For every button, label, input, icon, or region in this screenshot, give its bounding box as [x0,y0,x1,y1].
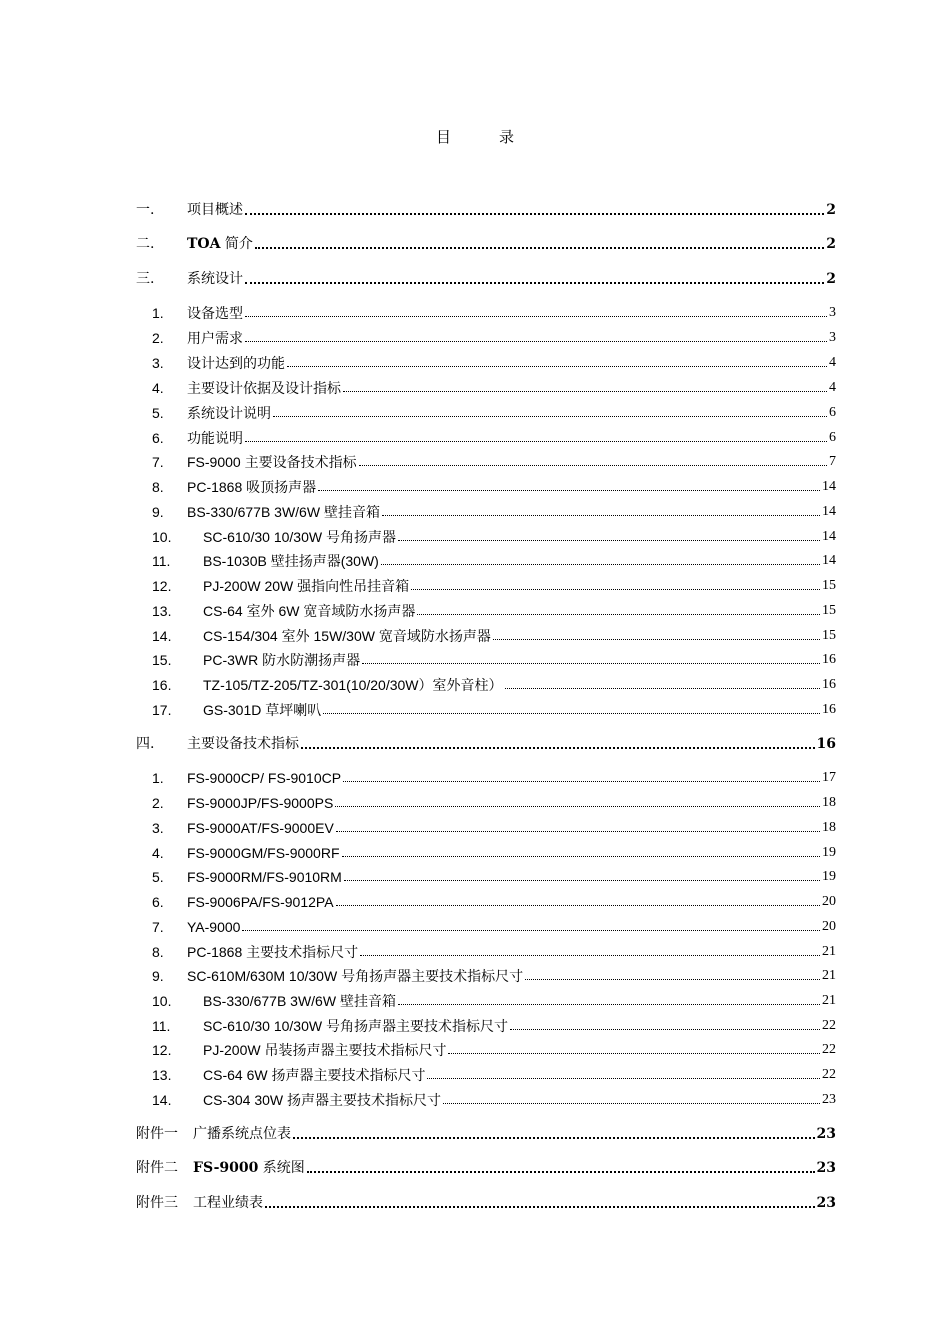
toc-entry-label: FS-9000GM/FS-9000RF [187,845,340,861]
toc-entry-label: 设备选型 [187,305,243,321]
toc-entry-number: 9. [152,504,164,520]
toc-leader-dots [398,540,820,541]
toc-leader-dots [323,713,820,714]
toc-entry-label: 设计达到的功能 [187,355,285,371]
toc-leader-dots [335,806,820,807]
toc-leader-dots [245,316,827,317]
toc-entry[interactable] [136,375,836,397]
toc-entry-label: 系统设计说明 [187,405,271,421]
toc-entry-page: 21 [822,944,836,959]
toc-entry-number: 10. [152,993,172,1009]
toc-leader-dots [427,1078,820,1079]
toc-entry-number: 附件二 [136,1160,178,1176]
toc-entry-number: 1. [152,770,164,786]
toc-entry-number: 5. [152,405,164,421]
toc-leader-dots [245,282,824,284]
toc-entry-number: 17. [152,702,172,718]
toc-entry-page: 2 [826,271,836,287]
toc-entry-number: 12. [152,1042,172,1058]
toc-entry[interactable] [136,266,836,288]
toc-entry-number: 5. [152,869,164,885]
toc-entry[interactable] [136,598,836,620]
toc-entry-label: PC-1868 主要技术指标尺寸 [187,944,359,960]
toc-entry-label [187,235,253,253]
toc-leader-dots [318,490,820,491]
toc-entry-label: PC-1868 吸顶扬声器 [187,479,317,495]
toc-entry-number: 2. [152,330,164,346]
toc-entry-page: 18 [822,795,836,810]
toc-entry-label: TZ-105/TZ-205/TZ-301(10/20/30W）室外音柱） [203,677,503,693]
toc-entry-number: 7. [152,919,164,935]
toc-leader-dots [493,639,820,640]
toc-entry-number: 10. [152,529,172,545]
toc-entry-page: 16 [822,652,836,667]
toc-entry[interactable] [136,524,836,546]
toc-leader-dots [265,1206,815,1208]
toc-entry-number: 1. [152,305,164,321]
toc-entry-number: 4. [152,380,164,396]
toc-entry-label-text: 系统图 [258,1160,305,1176]
toc-leader-dots [411,589,820,590]
toc-leader-dots [344,880,820,881]
toc-leader-dots [245,441,827,442]
toc-entry[interactable] [136,623,836,645]
toc-entry[interactable] [136,1037,836,1059]
toc-leader-dots [255,247,824,249]
toc-entry[interactable] [136,864,836,886]
toc-leader-dots [245,341,827,342]
toc-entry[interactable] [136,1013,836,1035]
toc-entry[interactable] [136,914,836,936]
toc-entry[interactable] [136,790,836,812]
toc-entry-number: 二. [136,236,155,252]
toc-entry[interactable] [136,765,836,787]
toc-entry-label: YA-9000 [187,919,241,935]
toc-entry-label: BS-330/677B 3W/6W 壁挂音箱 [187,504,380,520]
toc-entry-page: 20 [822,894,836,909]
toc-entry-label-bold: TOA [187,236,221,252]
toc-entry-page: 14 [822,479,836,494]
toc-entry-page: 19 [822,845,836,860]
toc-entry[interactable] [136,1155,836,1177]
toc-entry-page: 16 [822,702,836,717]
toc-entry-page: 15 [822,603,836,618]
toc-entry[interactable] [136,231,836,253]
toc-entry[interactable] [136,988,836,1010]
toc-entry-number: 6. [152,894,164,910]
toc-title [0,126,950,147]
toc-entry-page: 16 [822,677,836,692]
toc-entry[interactable] [136,400,836,422]
toc-entry-page: 20 [822,919,836,934]
toc-entry[interactable] [136,197,836,219]
toc-entry-label: 主要设计依据及设计指标 [187,380,341,396]
toc-entry-page: 14 [822,504,836,519]
toc-entry-number: 13. [152,603,172,619]
toc-entry-label: BS-1030B 壁挂扬声器(30W) [203,553,379,569]
toc-entry-page: 14 [822,553,836,568]
toc-entry-number: 4. [152,845,164,861]
toc-leader-dots [505,688,820,689]
toc-leader-dots [245,213,824,215]
toc-entry-number: 11. [152,1018,171,1034]
toc-entry-label: FS-9000RM/FS-9010RM [187,869,342,885]
toc-entry-page: 23 [816,1126,836,1142]
toc-entry-number: 3. [152,355,164,371]
toc-entry-label: PJ-200W 20W 强指向性吊挂音箱 [203,578,410,594]
toc-entry-number: 四. [136,736,155,752]
toc-entry-page: 23 [816,1160,836,1176]
toc-entry-page: 17 [822,770,836,785]
toc-entry[interactable] [136,300,836,322]
toc-entry[interactable] [136,548,836,570]
toc-entry[interactable] [136,350,836,372]
toc-entry-label: SC-610M/630M 10/30W 号角扬声器主要技术指标尺寸 [187,968,524,984]
toc-entry-label: PJ-200W 吊装扬声器主要技术指标尺寸 [203,1042,447,1058]
toc-entry[interactable] [136,815,836,837]
toc-entry-number: 三. [136,271,155,287]
toc-entry[interactable] [136,449,836,471]
toc-leader-dots [417,614,820,615]
toc-entry[interactable] [136,697,836,719]
toc-entry[interactable] [136,672,836,694]
toc-entry-number: 14. [152,1092,172,1108]
toc-entry[interactable] [136,573,836,595]
toc-leader-dots [525,979,820,980]
toc-entry-page: 4 [829,380,836,395]
toc-entry[interactable] [136,647,836,669]
toc-entry[interactable] [136,840,836,862]
toc-entry-label: CS-64 6W 扬声器主要技术指标尺寸 [203,1067,426,1083]
toc-entry-label: 项目概述 [187,202,243,218]
toc-leader-dots [342,856,821,857]
toc-entry-page: 21 [822,993,836,1008]
toc-entry-label: SC-610/30 10/30W 号角扬声器主要技术指标尺寸 [203,1018,508,1034]
toc-leader-dots [336,831,820,832]
toc-entry-label: FS-9006PA/FS-9012PA [187,894,334,910]
toc-entry[interactable] [136,1087,836,1109]
toc-entry-page: 21 [822,968,836,983]
toc-entry-label: SC-610/30 10/30W 号角扬声器 [203,529,396,545]
toc-leader-dots [307,1171,815,1173]
toc-entry-number: 3. [152,820,164,836]
toc-entry-label: FS-9000 主要设备技术指标 [187,454,357,470]
toc-entry-number: 14. [152,628,172,644]
toc-entry-label: BS-330/677B 3W/6W 壁挂音箱 [203,993,396,1009]
toc-leader-dots [448,1053,820,1054]
toc-entry-number: 8. [152,479,164,495]
toc-entry-number: 15. [152,652,172,668]
toc-entry-page: 22 [822,1042,836,1057]
toc-entry[interactable] [136,1062,836,1084]
toc-leader-dots [362,663,820,664]
toc-entry-page: 4 [829,355,836,370]
toc-leader-dots [273,416,827,417]
toc-entry-page: 6 [829,430,836,445]
toc-leader-dots [510,1029,820,1030]
toc-entry-label: GS-301D 草坪喇叭 [203,702,322,718]
toc-entry-number: 16. [152,677,172,693]
toc-entry-label: 功能说明 [187,430,243,446]
toc-entry-page: 19 [822,869,836,884]
toc-entry-label [193,1159,305,1177]
toc-entry-label-bold: FS-9000 [193,1160,259,1176]
toc-entry[interactable] [136,425,836,447]
toc-entry-page: 22 [822,1018,836,1033]
toc-leader-dots [381,564,820,565]
toc-entry-label: 工程业绩表 [193,1195,263,1211]
toc-leader-dots [301,747,815,749]
toc-entry[interactable] [136,1190,836,1212]
toc-entry-number: 附件三 [136,1195,178,1211]
toc-entry-label: FS-9000JP/FS-9000PS [187,795,334,811]
toc-entry-number: 7. [152,454,164,470]
toc-leader-dots [359,465,827,466]
toc-entry-label: 广播系统点位表 [193,1126,291,1142]
toc-entry-number: 一. [136,202,155,218]
toc-entry-number: 12. [152,578,172,594]
toc-entry-number: 8. [152,944,164,960]
toc-leader-dots [343,391,827,392]
toc-leader-dots [293,1137,815,1139]
toc-entry[interactable] [136,474,836,496]
toc-leader-dots [382,515,820,516]
toc-leader-dots [360,955,820,956]
toc-leader-dots [398,1004,820,1005]
toc-title-right: 录 [499,128,515,146]
toc-entry-page: 18 [822,820,836,835]
toc-entry-page: 3 [829,305,836,320]
toc-entry[interactable] [136,963,836,985]
toc-entry[interactable] [136,499,836,521]
toc-title-left: 目 [435,128,451,146]
toc-entry-page: 6 [829,405,836,420]
toc-entry-page: 15 [822,578,836,593]
toc-entry-number: 附件一 [136,1126,178,1142]
toc-entry-page: 23 [816,1195,836,1211]
toc-entry-label: 主要设备技术指标 [187,736,299,752]
toc-entry-page: 2 [826,236,836,252]
toc-entry-label: CS-64 室外 6W 宽音域防水扬声器 [203,603,416,619]
toc-entry-label: CS-154/304 室外 15W/30W 宽音域防水扬声器 [203,628,491,644]
toc-entry-page: 14 [822,529,836,544]
toc-entry-label: FS-9000AT/FS-9000EV [187,820,334,836]
toc-entry-label: 用户需求 [187,330,243,346]
toc-entry-number: 2. [152,795,164,811]
toc-entry[interactable] [136,325,836,347]
toc-entry-number: 13. [152,1067,172,1083]
toc-leader-dots [443,1103,820,1104]
toc-entry-number: 11. [152,553,171,569]
toc-entry-page: 23 [822,1092,836,1107]
toc-entry-label: FS-9000CP/ FS-9010CP [187,770,342,786]
toc-entry-page: 3 [829,330,836,345]
toc-entry[interactable] [136,889,836,911]
toc-entry-page: 2 [826,202,836,218]
toc-leader-dots [287,366,827,367]
toc-leader-dots [343,781,820,782]
toc-entry-page: 22 [822,1067,836,1082]
toc-entry-page: 7 [829,454,836,469]
toc-entry[interactable] [136,939,836,961]
toc-leader-dots [336,905,820,906]
toc-entry[interactable] [136,731,836,753]
toc-entry-page: 16 [816,736,836,752]
toc-leader-dots [242,930,820,931]
toc-entry[interactable] [136,1121,836,1143]
toc-entry-label-text: 简介 [220,236,253,252]
toc-entry-label: PC-3WR 防水防潮扬声器 [203,652,361,668]
toc-entry-number: 6. [152,430,164,446]
toc-entry-label: 系统设计 [187,271,243,287]
toc-entry-page: 15 [822,628,836,643]
toc-entry-label: CS-304 30W 扬声器主要技术指标尺寸 [203,1092,442,1108]
toc-entry-number: 9. [152,968,164,984]
